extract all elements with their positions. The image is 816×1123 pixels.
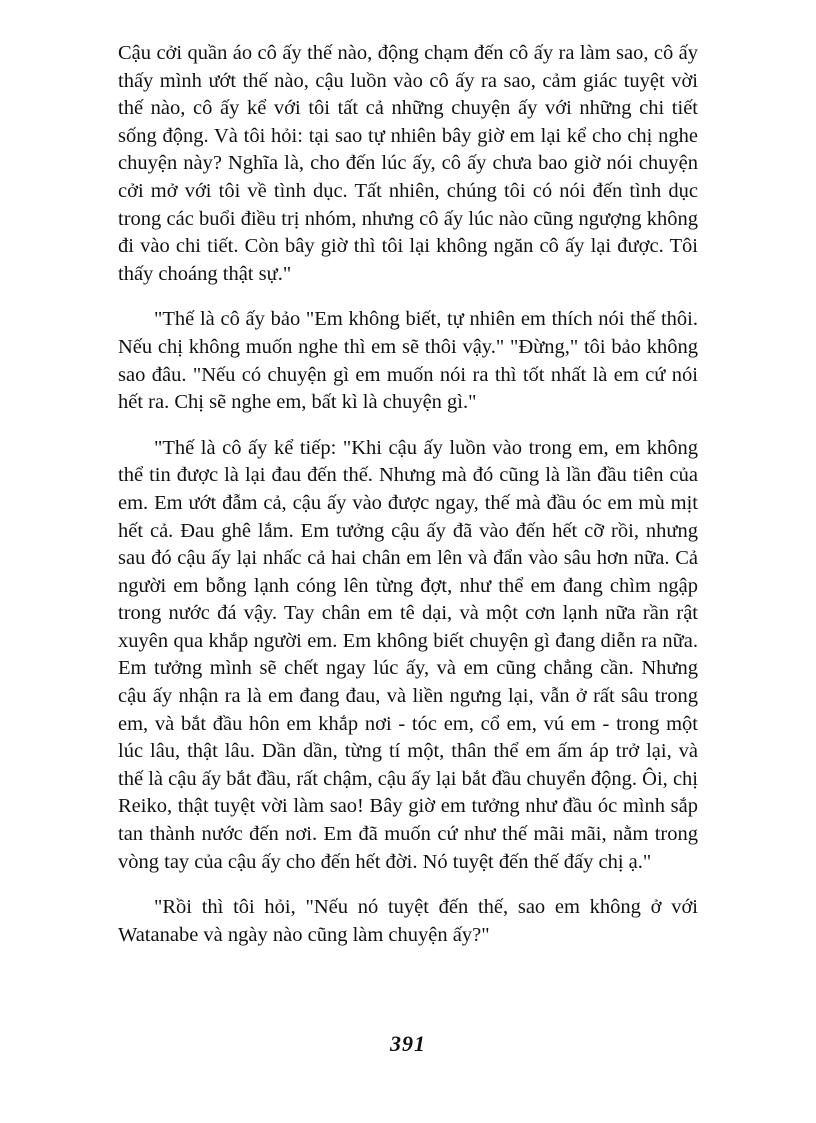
paragraph-2: "Thế là cô ấy bảo "Em không biết, tự nhiên em thích nói thế thôi. Nếu chị không muốn nghe thì em sẽ thôi vậy." "Đừng," tôi bảo không sao đâu. "Nếu có chuyện gì em muốn nói ra thì tốt nhất là em cứ nói hết ra. Chị sẽ nghe em, bất kì là chuyện gì." (118, 308, 698, 414)
page-number: 391 (390, 1031, 426, 1056)
document-body (118, 40, 698, 967)
paragraph-4: "Rồi thì tôi hỏi, "Nếu nó tuyệt đến thế, sao em không ở với Watanabe và ngày nào cũng làm chuyện ấy?" (118, 896, 698, 946)
paragraph-3: "Thế là cô ấy kể tiếp: "Khi cậu ấy luồn vào trong em, em không thể tin được là lại đau đến thế. Nhưng mà đó cũng là lần đầu tiên của em. Em ướt đẫm cả, cậu ấy vào được ngay, thế mà đầu óc em mù mịt hết cả. Đau ghê lắm. Em tưởng cậu ấy đã vào đến hết cỡ rồi, nhưng sau đó cậu ấy lại nhấc cả hai chân em lên và đẩn vào sâu hơn nữa. Cả người em bỗng lạnh cóng lên từng đợt, như thể em đang chìm ngập trong nước đá vậy. Tay chân em tê dại, và một cơn lạnh nữa rần rật xuyên qua khắp người em. Em không biết chuyện gì đang diễn ra nữa. Em tưởng mình sẽ chết ngay lúc ấy, và em cũng chẳng cần. Nhưng cậu ấy nhận ra là em đang đau, và liền ngưng lại, vẫn ở rất sâu trong em, và bắt đầu hôn em khắp nơi - tóc em, cổ em, vú em - trong một lúc lâu, thật lâu. Dần dần, từng tí một, thân thể em ấm áp trở lại, và thế là cậu ấy bắt đầu, rất chậm, cậu ấy lại bắt đầu chuyển động. Ôi, chị Reiko, thật tuyệt vời làm sao! Bây giờ em tưởng như đầu óc mình sắp tan thành nước đến nơi. Em đã muốn cứ như thế mãi mãi, nằm trong vòng tay của cậu ấy cho đến hết đời. Nó tuyệt đến thế đấy chị ạ." (118, 436, 698, 873)
paragraph-1: Cậu cởi quần áo cô ấy thế nào, động chạm đến cô ấy ra làm sao, cô ấy thấy mình ướt thế nào, cậu luồn vào cô ấy ra sao, cảm giác tuyệt vời thế nào, cô ấy kể với tôi tất cả những chuyện ấy với những chi tiết sống động. Và tôi hỏi: tại sao tự nhiên bây giờ em lại kể cho chị nghe chuyện này? Nghĩa là, cho đến lúc ấy, cô ấy chưa bao giờ nói chuyện cởi mở với tôi về tình dục. Tất nhiên, chúng tôi có nói đến tình dục trong các buổi điều trị nhóm, nhưng cô ấy lúc nào cũng ngượng không đi vào chi tiết. Còn bây giờ thì tôi lại không ngăn cô ấy lại được. Tôi thấy choáng thật sự." (118, 42, 698, 285)
